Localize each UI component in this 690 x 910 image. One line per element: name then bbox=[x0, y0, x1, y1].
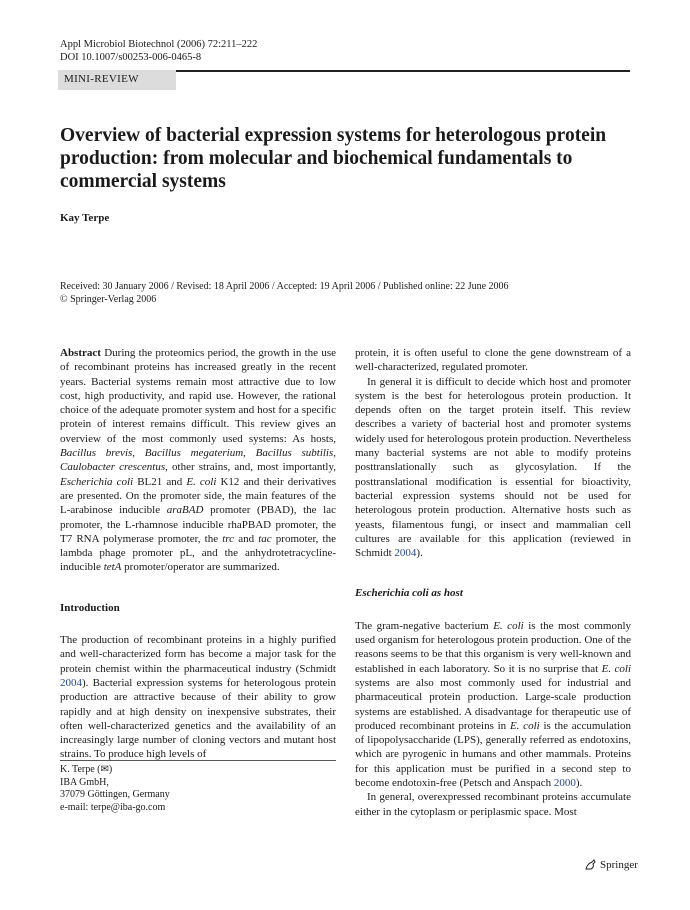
paragraph: The gram-negative bacterium E. coli is the most commonly used organism for heterologous protein production. One of the reasons seems to be that this organism is very well-known and established in each laboratory. So it is no surprise that E. coli systems are also most commonly used for industrial and pharmaceutical protein production. Large-scale production systems are established. A disadvantage for therapeutic use of produced recombinant proteins in E. coli is the accumulation of lipopolysaccharide (LPS), generally referred as endotoxins, which are pyrogenic in humans and other mammals. Proteins for this application must be purified in a second step to become endotoxin-free (Petsch and Anspach 2000). bbox=[355, 619, 632, 790]
publisher-logo bbox=[584, 858, 638, 871]
footnote-address: 37079 Göttingen, Germany bbox=[60, 789, 170, 800]
journal-header bbox=[60, 38, 257, 64]
article-dates bbox=[60, 280, 509, 306]
springer-horse-icon bbox=[584, 858, 597, 871]
author-footnote bbox=[60, 764, 170, 814]
author: Kay Terpe bbox=[60, 212, 110, 224]
right-column bbox=[355, 346, 631, 819]
doi: DOI 10.1007/s00253-006-0465-8 bbox=[60, 52, 202, 63]
footnote-email: e-mail: terpe@iba-go.com bbox=[60, 801, 166, 813]
abstract-label: Abstract bbox=[60, 347, 101, 359]
publisher-name: Springer bbox=[600, 858, 638, 871]
paragraph: protein, it is often useful to clone the gene downstream of a well-characterized, regulated promoter. bbox=[355, 347, 631, 374]
journal-citation: Appl Microbiol Biotechnol (2006) 72:211–222 bbox=[60, 39, 258, 50]
left-column bbox=[60, 346, 336, 762]
article-title: Overview of bacterial expression systems for heterologous protein production: from molecular and biochemical fundamentals to commercial systems bbox=[60, 125, 607, 192]
footnote-org: IBA GmbH, bbox=[60, 776, 109, 788]
footnote-name: K. Terpe (✉) bbox=[60, 764, 113, 775]
paragraph: In general it is difficult to decide which host and promoter system is the best for heterologous protein production. It depends often on the target protein itself. This review describes a variety of bacterial host and promoter systems widely used for heterologous protein production. Nevertheless many bacterial systems are not able to modify proteins posttranslationally such as glycosylation. If the posttranslational modification is essential for bioactivity, bacterial expression systems should not be used for heterologous protein production. Alternative hosts such as yeasts, filamentous fungi, or insect and mammalian cell cultures are available for this application (reviewed in Schmidt 2004). bbox=[355, 375, 631, 560]
introduction-text: The production of recombinant proteins in a highly purified and well-characterized form has become a major task for the protein chemist within the pharmaceutical industry (Schmidt 2004). Bacterial expression systems for heterologous protein production are attractive because of their ability to grow rapidly and at high density on inexpensive substrates, their often well-characterized genetics and the availability of an increasingly large number of cloning vectors and mutant host strains. To produce high levels of bbox=[60, 634, 336, 761]
ecoli-heading: Escherichia coli as host bbox=[355, 587, 463, 600]
introduction-heading: Introduction bbox=[60, 601, 120, 614]
paragraph: In general, overexpressed recombinant proteins accumulate either in the cytoplasm or periplasmic space. Most bbox=[355, 791, 631, 818]
abstract bbox=[60, 346, 336, 575]
section-label: MINI-REVIEW bbox=[64, 73, 139, 85]
copyright: © Springer-Verlag 2006 bbox=[60, 294, 157, 305]
footnote-rule bbox=[60, 760, 336, 761]
section-rule bbox=[176, 70, 630, 72]
section-bar bbox=[58, 70, 630, 90]
abstract-text: During the proteomics period, the growth in the use of recombinant proteins has increased greatly in the recent years. Bacterial systems remain most attractive due to low cost, high productivity, and rapid use. However, the rational choice of the adequate promoter system and host for a specific protein of interest remains difficult. This review gives an overview of the most commonly used systems: As hosts, Bacillus brevis, Bacillus megaterium, Bacillus subtilis, Caulobacter crescentus, other strains, and, most importantly, Escherichia coli BL21 and E. coli K12 and their derivatives are presented. On the promoter side, the main features of the L-arabinose inducible araBAD promoter (PBAD), the lac promoter, the L-rhamnose inducible rhaPBAD promoter, the T7 RNA polymerase promoter, the trc and tac promoter, the lambda phage promoter pL, and the anhydrotetracycline-inducible tetA promoter/operator are summarized. bbox=[60, 347, 337, 574]
history-dates: Received: 30 January 2006 / Revised: 18 April 2006 / Accepted: 19 April 2006 / Published online: 22 June 2006 bbox=[60, 281, 509, 292]
